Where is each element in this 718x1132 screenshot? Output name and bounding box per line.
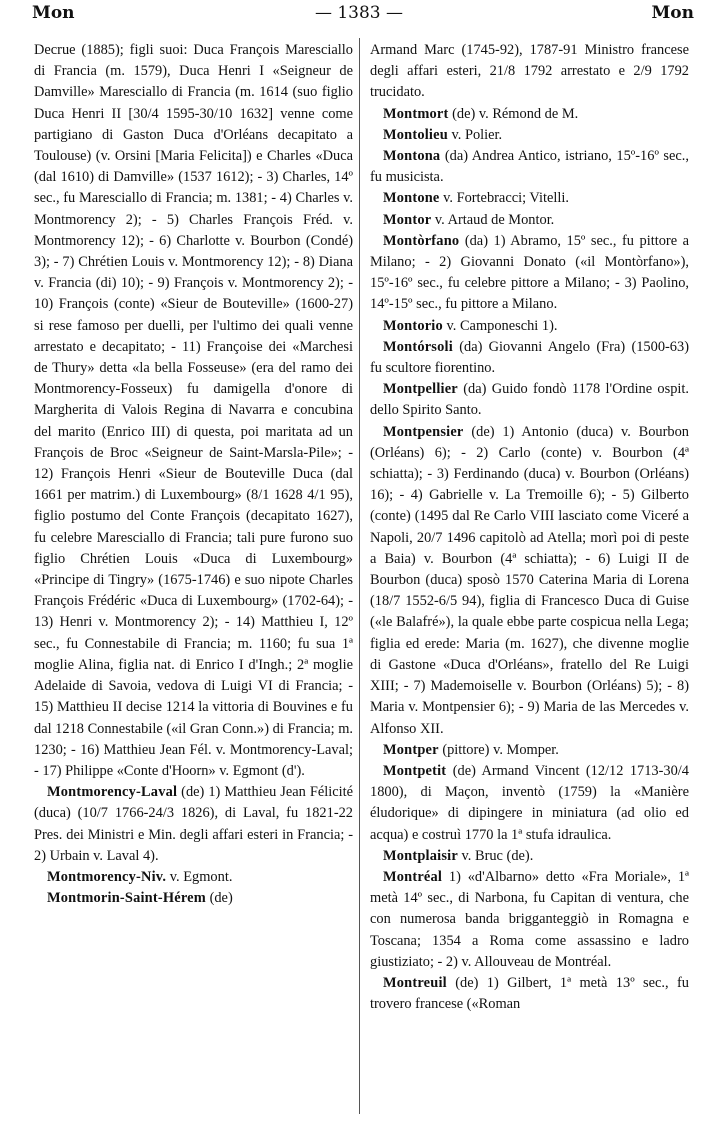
left-column (34, 40, 353, 909)
entry-continuation: Armand Marc (1745-92), 1787-91 Ministro francese degli affari esteri, 21/8 1792 arrestato e 2/9 1792 trucidato. (370, 42, 689, 101)
headword: Montolieu (382, 126, 448, 143)
headword: Montreuil (382, 974, 447, 991)
entry-montone: Montone v. Fortebracci; Vitelli. (382, 190, 569, 207)
headword: Montpellier (382, 381, 458, 398)
entry-montorsoli: Montórsoli (da) Giovanni Angelo (Fra) (1500-63) fu scultore fiorentino. (370, 338, 689, 377)
entry-montpetit: Montpetit (de) Armand Vincent (12/12 1713-30/4 1800), di Maçon, inventò (1759) la «Manière éludorique» di dipingere in miniatura (ad olio ed acqua) e costruì 1770 la 1ª stufa idraulica. (370, 762, 689, 843)
entry-montpellier: Montpellier (da) Guido fondò 1178 l'Ordine ospit. dello Spirito Santo. (370, 381, 689, 419)
headword: Montmorin-Saint-Hérem (46, 890, 206, 907)
entry-montolieu: Montolieu v. Polier. (382, 126, 503, 143)
entry-montor: Montor v. Artaud de Montor. (382, 211, 555, 228)
entry-montorfano: Montòrfano (da) 1) Abramo, 15º sec., fu pittore a Milano; - 2) Giovanni Donato («il Montòrfano»), 15º-16º sec., fu celebre pittore a Milano; - 3) Paolino, 14º-15º sec., fu pittore a Milano. (370, 232, 689, 313)
headword: Montmorency-Laval (46, 784, 178, 801)
headword: Montpensier (382, 423, 464, 440)
column-divider (359, 38, 360, 1114)
headword: Montòrfano (382, 232, 460, 249)
headword: Montper (382, 741, 439, 758)
page-number: — 1383 — (314, 3, 404, 23)
entry-montpensier: Montpensier (de) 1) Antonio (duca) v. Bourbon (Orléans) 6); - 2) Carlo (conte) v. Bourbon (4ª schiatta); - 3) Ferdinando (duca) v. Bourbon (Orléans) 16); - 4) Gabrielle v. La Tremoille 6); - 5) Gilberto (conte) (1495 dal Re Carlo VIII lasciato come Viceré a Napoli, 20/7 1496 capitolò ad Atella; morì poi di peste a Baia) v. Bourbon (4ª schiatta); - 6) Luigi II de Bourbon (duca) sposò 1570 Caterina Maria di Lorena (18/7 1552-6/5 94), figlia di Francesco Duca di Guise («le Balafré»), la quale ebbe parte cospicua nella Lega; figlia ed erede: Maria (m. 1627), che divenne moglie di Gastone «Duca d'Orléans», fratello del Re Luigi XIII; - 7) Mademoiselle v. Bourbon (Orléans) 5); - 8) Maria v. Montpensier 6); - 9) Maria de las Mercedes v. Alfonso XII. (370, 423, 689, 737)
headword: Montor (382, 211, 432, 228)
page-header (0, 3, 718, 25)
headword: Montorio (382, 317, 443, 334)
entry-montplaisir: Montplaisir v. Bruc (de). (382, 847, 534, 864)
headword: Montplaisir (382, 847, 458, 864)
entry-montreal: Montréal 1) «d'Albarno» detto «Fra Moriale», 1ª metà 14º sec., di Narbona, fu Capitan di ventura, che con numerosa banda brigganteggiò in Romagna e Toscana; 1354 a Roma come assassino e ladro giustiziato; - 2) v. Allouveau de Montréal. (370, 868, 689, 970)
header-left-keyword: Mon (32, 3, 75, 23)
entry-montmorency-niv: Montmorency-Niv. v. Egmont. (46, 868, 233, 885)
entry-montper: Montper (pittore) v. Momper. (382, 741, 559, 758)
entry-montreuil: Montreuil (de) 1) Gilbert, 1ª metà 13º sec., fu trovero francese («Roman (370, 974, 689, 1013)
entry-montona: Montona (da) Andrea Antico, istriano, 15º-16º sec., fu musicista. (370, 148, 689, 186)
headword: Montpetit (382, 762, 447, 779)
entry-montorio: Montorio v. Camponeschi 1). (382, 317, 558, 334)
headword: Montórsoli (382, 338, 453, 355)
headword: Montmort (382, 105, 449, 122)
entry-montmort: Montmort (de) v. Rémond de M. (382, 105, 579, 122)
entry-montmorin: Montmorin-Saint-Hérem (de) (46, 890, 233, 907)
headword: Montmorency-Niv. (46, 868, 167, 885)
headword: Montona (382, 148, 441, 165)
header-right-keyword: Mon (651, 3, 694, 23)
headword: Montone (382, 190, 440, 207)
entry-continuation: Decrue (1885); figli suoi: Duca François Maresciallo di Francia (m. 1579), Duca Henri I «Seigneur de Damville» Maresciallo di Francia (m. 1614 (suo figlio Duca Henri II [30/4 1595-30/10 1632] venne come partigiano di Gaston Duca d'Orléans decapitato a Toulouse) (v. Orsini [Maria Felicita]) e Charles «Duca (dal 1610) di Damville» (1537 1612); - 3) Charles, 14º sec., fu Maresciallo di Francia; m. 1381; - 4) Charles v. Montmorency 2); - 5) Charles François Fréd. v. Montmorency 12); - 6) Charlotte v. Bourbon (Condé) 3); - 7) Chrétien Louis v. Montmorency 12); - 8) Diana v. Francia (di) 10); - 9) François v. Montmorency 2); - 10) François (conte) «Sieur de Bouteville» (1600-27) si rese famoso per duelli, per l'ultimo dei quali venne arrestato e decapitato; - 11) Françoise dei «Marchesi de Thury» detta «la bella Fosseuse» (era del ramo dei Montmorency-Fosseux) fu damigella d'onore di Margherita di Valois Regina di Navarra e concubina del marito (Enrico III) di questa, poi maritata ad un François de Broc «Seigneur de Saint-Marsla-Pile»; - 12) François Henri «Sieur de Bouteville Duca (dal 1661 per matrim.) di Luxembourg» (8/1 1628 4/1 95), figlio postumo del Conte François (decapitato 1627), fu celebre Maresciallo di Francia; tali pure furono suo figlio Chrétien Louis «Duca di Luxembourg» «Principe di Tingry» (1675-1746) e suo nipote Charles François Frédéric «Duca di Luxembourg» (1702-64); - 13) Henri v. Montmorency 2); - 14) Matthieu I, 12º sec., fu Connestabile di Francia; m. 1160; fu sua 1ª moglie Alina, figlia nat. di Enrico I d'Ingh.; 2ª moglie Adelaide di Savoia, vedova di Luigi VI di Francia; - 15) Matthieu II decise 1214 la vittoria di Bouvines e fu dal 1218 Connestabile («il Gran Conn.») di Francia; m. 1230; - 16) Matthieu Jean Fél. v. Montmorency-Laval; - 17) Philippe «Conte d'Hoorn» v. Egmont (d'). (34, 42, 353, 779)
right-column (370, 40, 689, 1015)
entry-montmorency-laval: Montmorency-Laval (de) 1) Matthieu Jean Félicité (duca) (10/7 1766-24/3 1826), di Laval, fu 1821-22 Pres. dei Ministri e Min. degli affari esteri in Francia; - 2) Urbain v. Laval 4). (34, 784, 353, 864)
headword: Montréal (382, 868, 443, 885)
